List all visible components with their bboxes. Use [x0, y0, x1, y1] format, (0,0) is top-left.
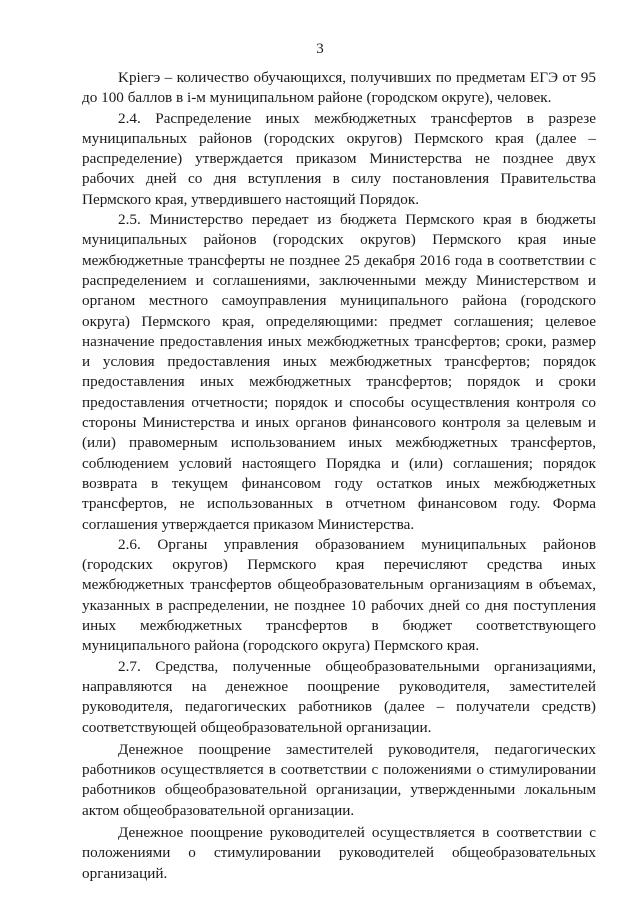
page-number: 3: [316, 41, 324, 57]
paragraph-deputy-incentives: Денежное поощрение заместителей руководителя, педагогических работников осуществляется в соответствии с положениями о стимулировании работников общеобразовательной организации, утвержденными локальным актом общеобразовательной организации.: [82, 740, 596, 819]
paragraph-2-7: 2.7. Средства, полученные общеобразовательными организациями, направляются на денежное поощрение руководителя, заместителей руководителя, педагогических работников (далее – получатели средств) соответствующей общеобразовательной организации.: [82, 657, 596, 736]
paragraph-kriege-definition: Kрiегэ – количество обучающихся, получивших по предметам ЕГЭ от 95 до 100 баллов в i-м муниципальном районе (городском округе), человек.: [82, 69, 596, 107]
document-body: [82, 68, 596, 884]
paragraph-head-incentives: Денежное поощрение руководителей осуществляется в соответствии с положениями о стимулировании руководителей общеобразовательных организаций.: [82, 823, 596, 882]
paragraph-2-4: 2.4. Распределение иных межбюджетных трансфертов в разрезе муниципальных районов (городских округов) Пермского края (далее – распределение) утверждается приказом Министерства не позднее двух рабочих дней со дня вступления в силу постановления Правительства Пермского края, утвердившего настоящий Порядок.: [82, 109, 596, 208]
paragraph-2-5: 2.5. Министерство передает из бюджета Пермского края в бюджеты муниципальных районов (городских округов) Пермского края иные межбюджетные трансферты не позднее 25 декабря 2016 года в соответствии с распределением и соглашениями, заключенными между Министерством и органом местного самоуправления муниципального района (городского округа) Пермского края, определяющими: предмет соглашения; целевое назначение предоставления иных межбюджетных трансфертов; сроки, размер и условия предоставления иных межбюджетных трансфертов; порядок предоставления иных межбюджетных трансфертов; порядок и сроки предоставления отчетности; порядок и способы осуществления контроля со стороны Министерства и иных органов финансового контроля за целевым и (или) правомерным использованием иных межбюджетных трансфертов, соблюдением условий настоящего Порядка и (или) соглашения; порядок возврата в текущем финансовом году остатков иных межбюджетных трансфертов, не использованных в отчетном финансовом году. Форма соглашения утверждается приказом Министерства.: [82, 211, 596, 533]
paragraph-2-6: 2.6. Органы управления образованием муниципальных районов (городских округов) Пермского края перечисляют средства иных межбюджетных трансфертов общеобразовательным организациям в объемах, указанных в распределении, не позднее 10 рабочих дней со дня поступления иных межбюджетных трансфертов в бюджет соответствующего муниципального района (городского округа) Пермского края.: [82, 535, 596, 655]
